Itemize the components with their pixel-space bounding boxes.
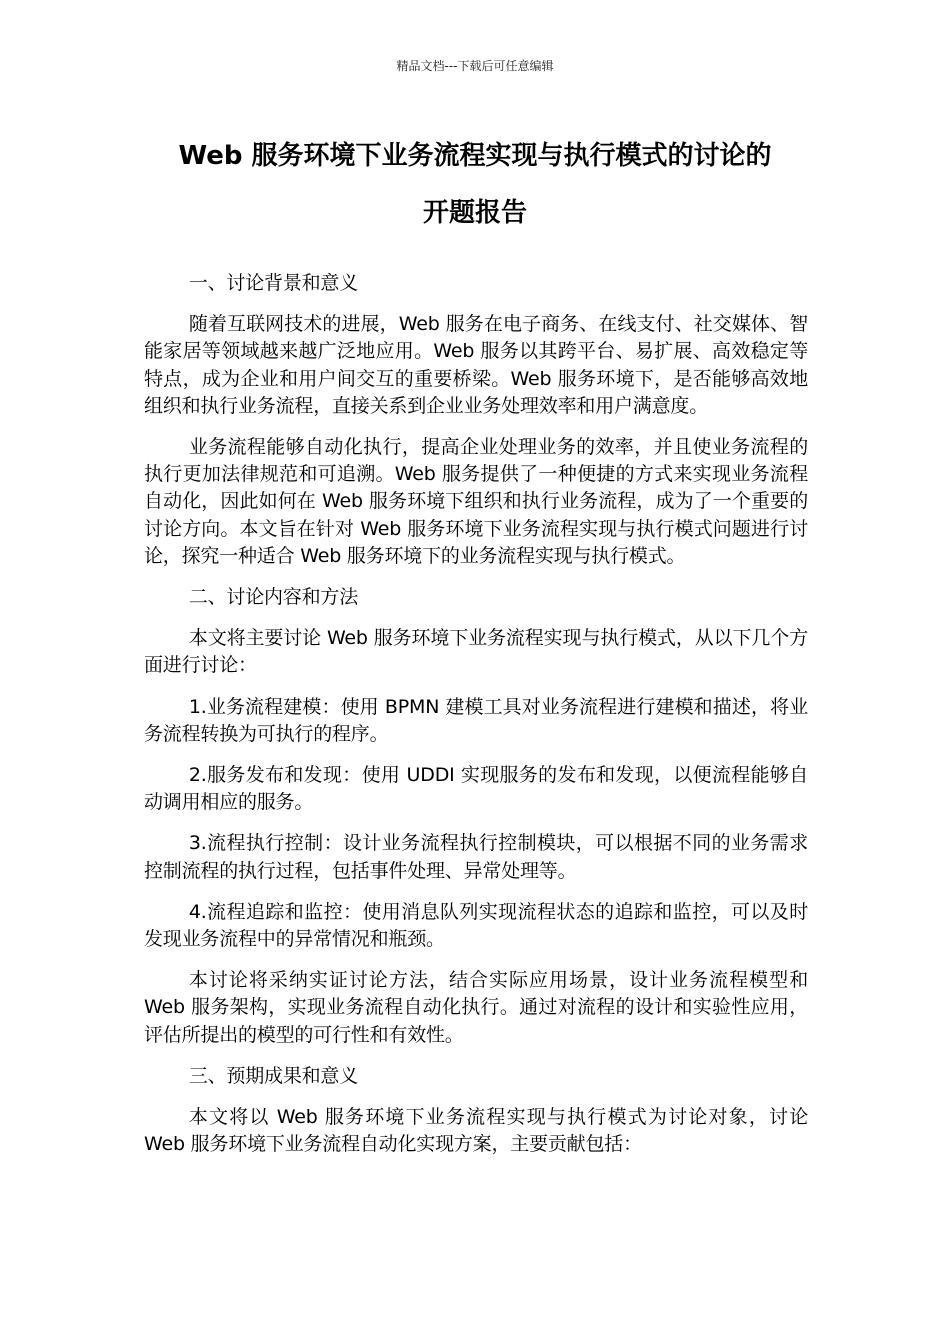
paragraph: 本文将以 Web 服务环境下业务流程实现与执行模式为讨论对象，讨论 Web 服务环境下业务流程自动化实现方案，主要贡献包括：	[144, 1106, 808, 1156]
section-heading-content-method: 二、讨论内容和方法	[188, 586, 359, 609]
paragraph: 随着互联网技术的进展，Web 服务在电子商务、在线支付、社交媒体、智能家居等领域越来越广泛地应用。Web 服务以其跨平台、易扩展、高效稳定等特点，成为企业和用户间交互的重要桥梁。Web 服务环境下，是否能够高效地组织和执行业务流程，直接关系到企业业务处理效率和用户满意度。	[144, 313, 808, 417]
section-heading-expected-results: 三、预期成果和意义	[188, 1064, 359, 1087]
document-title-line-1: Web 服务环境下业务流程实现与执行模式的讨论的	[178, 141, 772, 171]
list-item: 1.业务流程建模：使用 BPMN 建模工具对业务流程进行建模和描述，将业务流程转换为可执行的程序。	[144, 695, 808, 745]
list-item: 3.流程执行控制：设计业务流程执行控制模块，可以根据不同的业务需求控制流程的执行过程，包括事件处理、异常处理等。	[144, 832, 808, 882]
document-title-line-2: 开题报告	[422, 198, 527, 228]
document-body	[144, 270, 808, 1158]
paragraph: 本文将主要讨论 Web 服务环境下业务流程实现与执行模式，从以下几个方面进行讨论：	[144, 627, 808, 677]
header-note: 精品文档---下载后可任意编辑	[396, 59, 554, 73]
section-heading-background: 一、讨论背景和意义	[188, 272, 359, 294]
list-item: 2.服务发布和发现：使用 UDDI 实现服务的发布和发现，以便流程能够自动调用相应的服务。	[144, 764, 808, 814]
list-item: 4.流程追踪和监控：使用消息队列实现流程状态的追踪和监控，可以及时发现业务流程中的异常情况和瓶颈。	[144, 900, 808, 951]
paragraph: 业务流程能够自动化执行，提高企业处理业务的效率，并且使业务流程的执行更加法律规范和可追溯。Web 服务提供了一种便捷的方式来实现业务流程自动化，因此如何在 Web 服务环境下组织和执行业务流程，成为了一个重要的讨论方向。本文旨在针对 Web 服务环境下业务流程实现与执行模式问题进行讨论，探究一种适合 Web 服务环境下的业务流程实现与执行模式。	[144, 436, 808, 567]
paragraph: 本讨论将采纳实证讨论方法，结合实际应用场景，设计业务流程模型和 Web 服务架构，实现业务流程自动化执行。通过对流程的设计和实验性应用，评估所提出的模型的可行性和有效性。	[144, 969, 808, 1046]
